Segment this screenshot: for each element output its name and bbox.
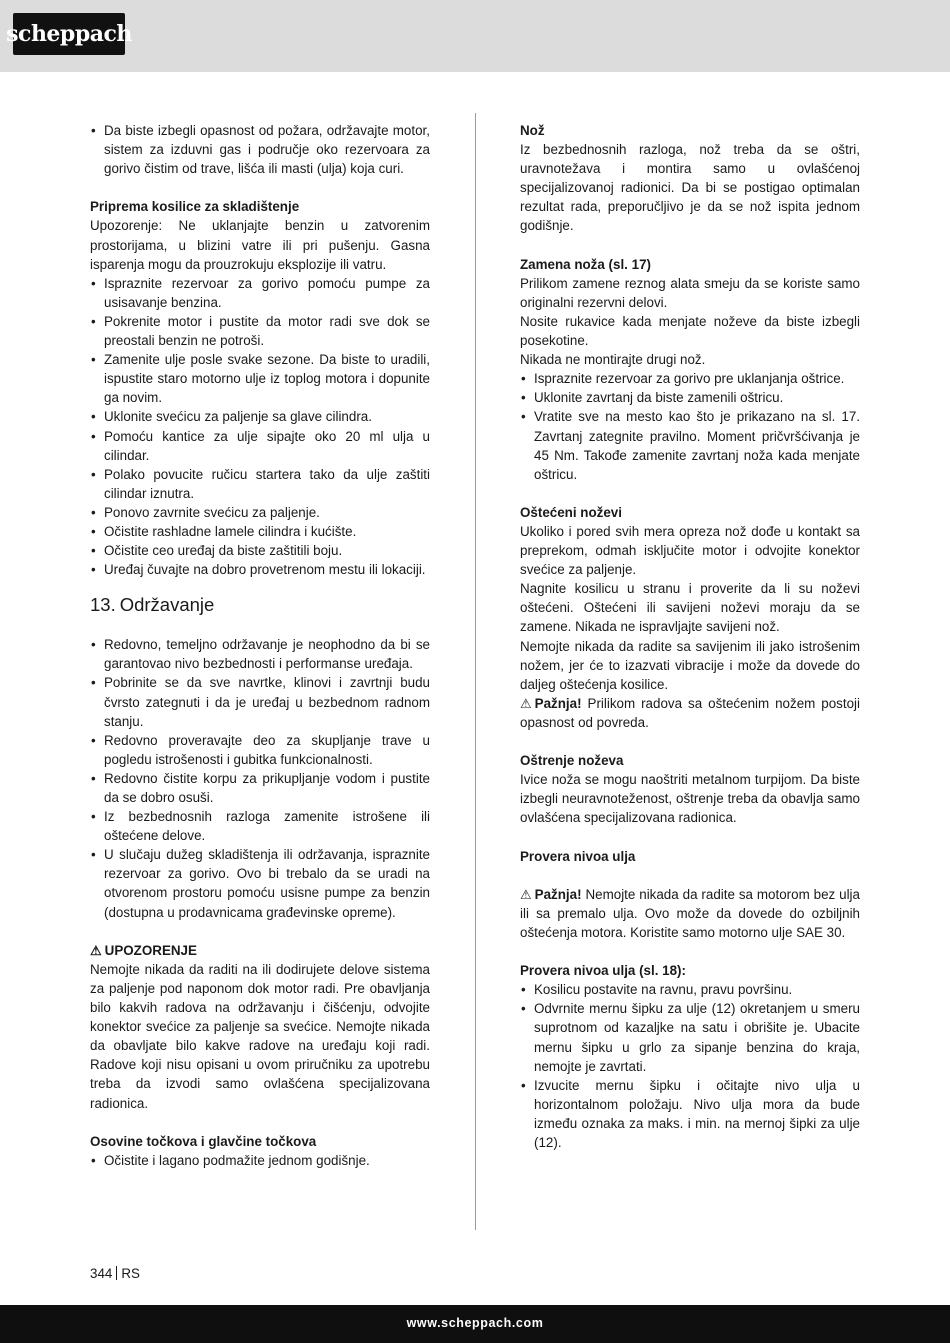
list-item: • Redovno, temeljno održavanje je neophodno da bi se garantovao nivo bezbednosti i performanse uređaja. xyxy=(90,635,430,673)
list-item: • Očistite rashladne lamele cilindra i kućište. xyxy=(90,522,430,541)
storage-warning: Upozorenje: Ne uklanjajte benzin u zatvorenim prostorijama, u blizini vatre ili pri pušenju. Gasna isparenja mogu da prouzrokuju eksplozije ili vatru. xyxy=(90,218,430,272)
warning-icon: ⚠ xyxy=(520,695,532,711)
caution-text: Prilikom radova sa oštećenim nožem postoji opasnost od povreda. xyxy=(520,695,860,730)
list-item: • Ponovo zavrnite svećicu za paljenje. xyxy=(90,503,430,522)
blade-text: Iz bezbednosnih razloga, nož treba da se oštri, uravnotežava i montira samo u ovlašćenoj specijalizovanoj radionici. Da bi se postigao optimalan rezultat rada, preporučljivo je da se nož ispita jednom godišnje. xyxy=(520,142,860,234)
caution-word: Pažnja! xyxy=(534,886,582,902)
intro-list xyxy=(90,121,430,178)
sharpen-heading: Oštrenje noževa xyxy=(520,753,624,769)
oilcheck-steps-heading: Provera nivoa ulja (sl. 18): xyxy=(520,963,686,979)
warning-text: Nemojte nikada da raditi na ili dodirujete delove sistema za paljenje pod naponom dok motor radi. Pre obavljanja bilo kakvih radova na održavanju i čišćenju, odvojite konektor svećice za paljenje sa svećice. Nemojte nikada da obavljate bilo kakve radove na uređaju koji radi. Radove koji nisu opisani u ovom priručniku za upotrebu treba da izvodi samo ovlašćena specijalizovana radionica. xyxy=(90,961,430,1111)
damaged-caution xyxy=(520,694,860,732)
list-item: • Uklonite zavrtanj da biste zamenili oštricu. xyxy=(520,388,860,407)
replace-list xyxy=(520,369,860,484)
section-title: Održavanje xyxy=(119,594,215,616)
footer-band xyxy=(0,1305,950,1343)
caution-text: Nemojte nikada da radite sa motorom bez ulja ili sa premalo ulja. Ovo može da dovede do ozbiljnih oštećenja motora. Koristite samo motorno ulje SAE 30. xyxy=(520,886,860,940)
list-item: • Pomoću kantice za ulje sipajte oko 20 ml ulja u cilindar. xyxy=(90,427,430,465)
damaged-paragraph: Nagnite kosilicu u stranu i proverite da li su noževi oštećeni. Oštećeni ili savijeni noževi moraju da se zamene. Nikada ne ispravljajte savijeni nož. xyxy=(520,581,860,635)
left-column xyxy=(90,121,430,1170)
replace-paragraph: Nosite rukavice kada menjate noževe da biste izbegli posekotine. xyxy=(520,313,860,349)
list-item: • Ispraznite rezervoar za gorivo pre uklanjanja oštrice. xyxy=(520,369,860,388)
website-url: www.scheppach.com xyxy=(406,1316,544,1330)
list-item: • U slučaju dužeg skladištenja ili održavanja, ispraznite rezervoar za gorivo. Ovo bi trebalo da se uradi na otvorenom prostoru pomoću usisne pumpe za benzin (dostupna u prodavnicama građevinske opreme). xyxy=(90,845,430,921)
replace-paragraph: Nikada ne montirajte drugi nož. xyxy=(520,352,706,368)
damaged-heading: Oštećeni noževi xyxy=(520,504,622,520)
language-code: RS xyxy=(121,1266,140,1281)
right-column xyxy=(520,121,860,1152)
list-item: • Očistite ceo uređaj da biste zaštitili boju. xyxy=(90,541,430,560)
page-number xyxy=(90,1266,140,1281)
section-number: 13. xyxy=(90,594,116,616)
oilcheck-list xyxy=(520,980,860,1152)
maintenance-list xyxy=(90,635,430,921)
scheppach-logo: scheppach xyxy=(13,13,125,55)
sharpen-text: Ivice noža se mogu naoštriti metalnom turpijom. Da biste izbegli neuravnoteženost, oštrenje treba da obavlja samo ovlašćena specijalizovana radionica. xyxy=(520,772,860,826)
list-item: • Kosilicu postavite na ravnu, pravu površinu. xyxy=(520,980,860,999)
column-divider xyxy=(475,113,476,1230)
list-item: • Redovno proveravajte deo za skupljanje trave u pogledu istrošenosti i gubitka funkcionalnosti. xyxy=(90,731,430,769)
list-item: • Da biste izbegli opasnost od požara, održavajte motor, sistem za izduvni gas i područje oko rezervoara za gorivo čistim od trave, lišća ili masti (ulja) koja curi. xyxy=(90,121,430,178)
list-item: • Pobrinite se da sve navrtke, klinovi i zavrtnji budu čvrsto zategnuti i da je uređaj u bezbednom radnom stanju. xyxy=(90,673,430,730)
warning-heading xyxy=(90,941,430,960)
section-heading xyxy=(90,593,430,617)
warning-icon: ⚠ xyxy=(520,886,532,902)
list-item: • Očistite i lagano podmažite jednom godišnje. xyxy=(90,1151,430,1170)
page-number-value: 344 xyxy=(90,1266,113,1281)
damaged-paragraph: Nemojte nikada da radite sa savijenim ili jako istrošenim nožem, jer će to izazvati vibracije i može da dovede do daljeg oštećenja kosilice. xyxy=(520,638,860,692)
list-item: • Polako povucite ručicu startera tako da ulje zaštiti cilindar iznutra. xyxy=(90,465,430,503)
damaged-paragraph: Ukoliko i pored svih mera opreza nož dođe u kontakt sa preprekom, odmah isključite motor i odvojite konektor svećice za paljenje. xyxy=(520,523,860,578)
list-item: • Pokrenite motor i pustite da motor radi sve dok se preostali benzin ne potroši. xyxy=(90,312,430,350)
axles-heading: Osovine točkova i glavčine točkova xyxy=(90,1133,317,1149)
warning-title: UPOZORENJE xyxy=(104,942,197,958)
header-band xyxy=(0,0,950,72)
list-item: • Izvucite mernu šipku i očitajte nivo ulja u horizontalnom položaju. Nivo ulja mora da bude između oznaka za maks. i min. na mernoj šipki za ulje (12). xyxy=(520,1076,860,1152)
list-item: • Redovno čistite korpu za prikupljanje vodom i pustite da se dobro osuši. xyxy=(90,769,430,807)
list-item: • Odvrnite mernu šipku za ulje (12) okretanjem u smeru suprotnom od kazaljke na satu i obrišite je. Ubacite mernu šipku u grlo za sipanje benzina do kraja, nemojte je zavrtati. xyxy=(520,999,860,1075)
oilcheck-caution xyxy=(520,885,860,942)
axles-list xyxy=(90,1151,430,1170)
list-item: • Zamenite ulje posle svake sezone. Da biste to uradili, ispustite staro motorno ulje iz toplog motora i dopunite ga novim. xyxy=(90,350,430,407)
warning-icon: ⚠ xyxy=(90,942,102,958)
blade-heading: Nož xyxy=(520,123,545,138)
storage-heading: Priprema kosilice za skladištenje xyxy=(90,199,300,215)
replace-heading: Zamena noža (sl. 17) xyxy=(520,256,651,272)
oilcheck-heading: Provera nivoa ulja xyxy=(520,848,636,864)
list-item: • Iz bezbednosnih razloga zamenite istrošene ili oštećene delove. xyxy=(90,807,430,845)
list-item: • Ispraznite rezervoar za gorivo pomoću pumpe za usisavanje benzina. xyxy=(90,274,430,312)
page-separator xyxy=(116,1266,117,1280)
caution-word: Pažnja! xyxy=(534,695,582,711)
list-item: • Uređaj čuvajte na dobro provetrenom mestu ili lokaciji. xyxy=(90,560,430,579)
list-item: • Vratite sve na mesto kao što je prikazano na sl. 17. Zavrtanj zategnite pravilno. Moment pričvršćivanja je 45 Nm. Takođe zamenite zavrtanj noža kada menjate oštricu. xyxy=(520,407,860,483)
list-item: • Uklonite svećicu za paljenje sa glave cilindra. xyxy=(90,407,430,426)
storage-list xyxy=(90,274,430,580)
replace-paragraph: Prilikom zamene reznog alata smeju da se koriste samo originalni rezervni delovi. xyxy=(520,275,860,310)
